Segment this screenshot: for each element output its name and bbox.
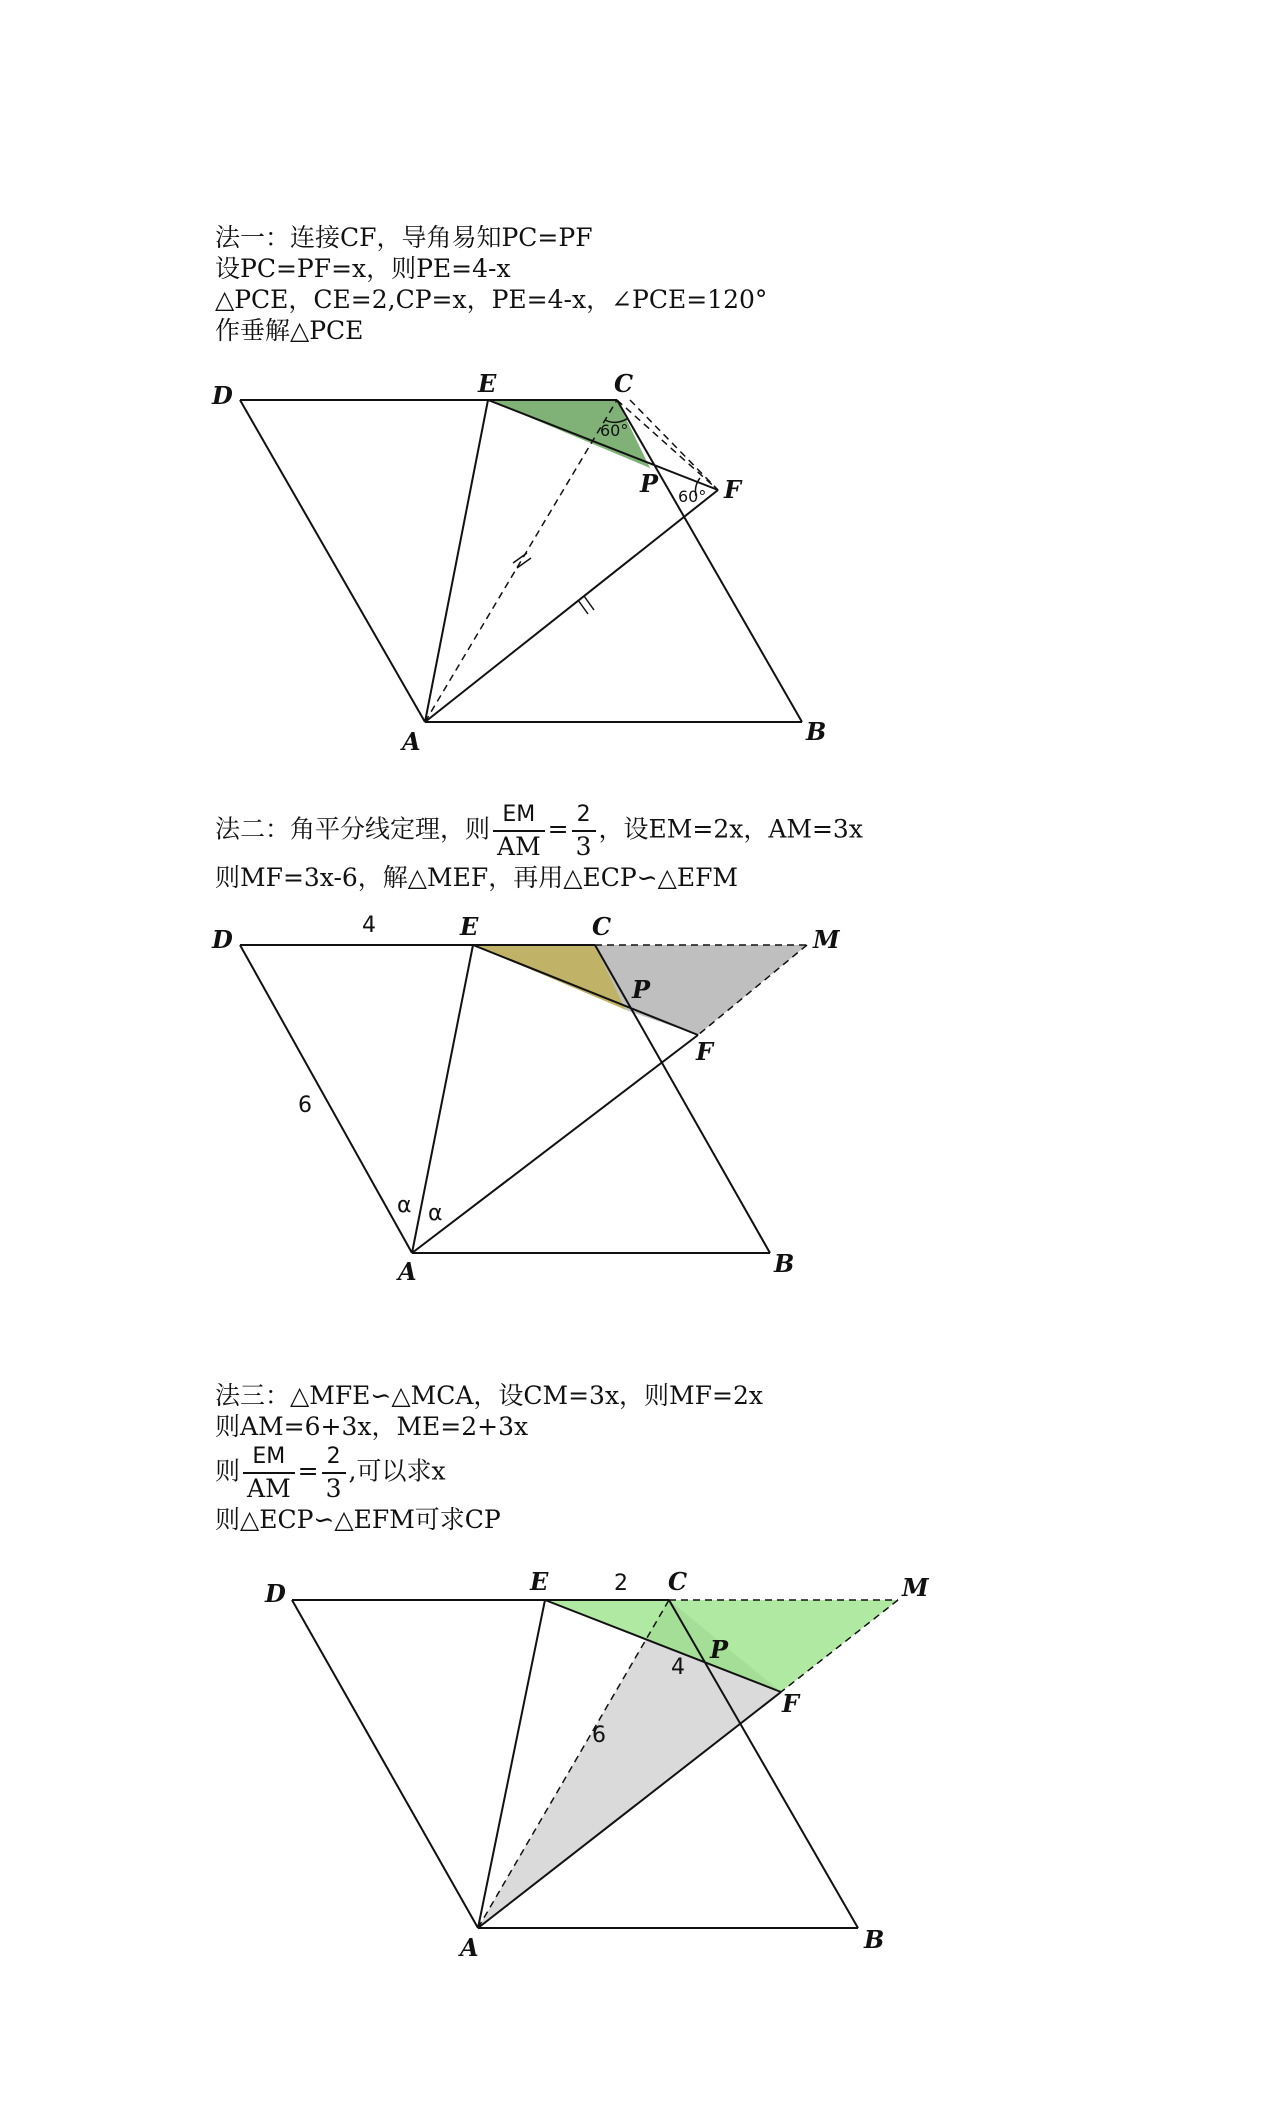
fraction-denominator: AM (247, 1474, 291, 1503)
fraction-denominator: 3 (575, 832, 592, 861)
point-label-d: D (265, 1579, 286, 1608)
point-label-f: F (782, 1689, 800, 1718)
fraction-numerator: EM (243, 1442, 295, 1474)
point-label-b: B (806, 717, 827, 746)
length-4: 4 (671, 1655, 685, 1680)
point-label-b: B (864, 1925, 885, 1954)
angle-label: 60° (678, 487, 707, 506)
fraction-numerator: 2 (572, 800, 596, 832)
segment-da (292, 1600, 478, 1928)
tick-mark (578, 600, 588, 614)
segment-af (425, 490, 718, 722)
method2-text (215, 800, 863, 893)
fraction-numerator: EM (493, 800, 545, 832)
fraction-2-3 (572, 800, 596, 862)
length-da: 6 (298, 1093, 312, 1118)
fraction-denominator: AM (497, 832, 541, 861)
point-label-c: C (592, 912, 612, 941)
fraction-denominator: 3 (325, 1474, 342, 1503)
point-label-m: M (902, 1573, 929, 1602)
point-label-d: D (212, 381, 233, 410)
method2-line2: 则MF=3x-6，解△MEF，再用△ECP∽△EFM (215, 863, 739, 892)
point-label-d: D (212, 925, 233, 954)
segment-da (240, 400, 425, 722)
point-label-c: C (614, 370, 634, 398)
method3-suffix: ,可以求x (348, 1456, 446, 1486)
point-label-p: P (710, 1635, 729, 1664)
fraction-numerator: 2 (322, 1442, 346, 1474)
method3-prefix: 则 (215, 1456, 241, 1486)
point-label-f: F (696, 1037, 714, 1066)
angle-label: 60° (600, 421, 629, 440)
fraction-em-am (493, 800, 545, 862)
method1-line: 设PC=PF=x，则PE=4-x (215, 254, 511, 283)
point-label-p: P (640, 469, 659, 498)
method1-line: △PCE，CE=2,CP=x，PE=4-x，∠PCE=120° (215, 285, 768, 314)
tick-mark (584, 596, 594, 610)
method1-line: 作垂解△PCE (215, 316, 364, 345)
segment-cb (617, 400, 802, 722)
point-label-f: F (724, 475, 742, 504)
point-label-e: E (530, 1567, 549, 1596)
point-label-c: C (668, 1567, 688, 1596)
point-label-e: E (478, 370, 497, 398)
dashed-ac (425, 400, 617, 722)
segment-ae (425, 400, 488, 722)
point-label-p: P (632, 975, 651, 1004)
fraction-em-am (243, 1442, 295, 1504)
fraction-2-3 (322, 1442, 346, 1504)
method3-line3 (215, 1442, 763, 1504)
method2-prefix: 法二：角平分线定理，则 (215, 814, 491, 844)
method2-suffix: ，设EM=2x，AM=3x (598, 814, 863, 844)
point-label-m: M (813, 925, 840, 954)
method1-line: 法一：连接CF，导角易知PC=PF (215, 223, 593, 252)
shaded-triangle-right (595, 945, 807, 1035)
point-label-a: A (402, 727, 421, 756)
angle-alpha: α (428, 1201, 443, 1226)
segment-af (412, 1035, 698, 1253)
method1-diagram (0, 370, 1280, 770)
method2-diagram (0, 910, 1280, 1290)
point-label-a: A (460, 1933, 479, 1962)
method3-line4: 则△ECP∽△EFM可求CP (215, 1505, 501, 1534)
angle-alpha: α (397, 1193, 412, 1218)
equals-sign: = (547, 814, 569, 844)
segment-da (240, 945, 412, 1253)
method3-line2: 则AM=6+3x，ME=2+3x (215, 1412, 529, 1441)
method3-line1: 法三：△MFE∽△MCA，设CM=3x，则MF=2x (215, 1381, 763, 1410)
method1-text (215, 222, 767, 346)
method3-text (215, 1380, 763, 1535)
point-label-e: E (460, 912, 479, 941)
length-de: 4 (362, 913, 376, 938)
length-6: 6 (592, 1723, 606, 1748)
method3-diagram (0, 1555, 1280, 1975)
length-ec: 2 (614, 1571, 628, 1596)
method2-line1 (215, 800, 863, 862)
equals-sign: = (297, 1456, 319, 1486)
point-label-b: B (774, 1249, 795, 1278)
point-label-a: A (398, 1257, 417, 1286)
